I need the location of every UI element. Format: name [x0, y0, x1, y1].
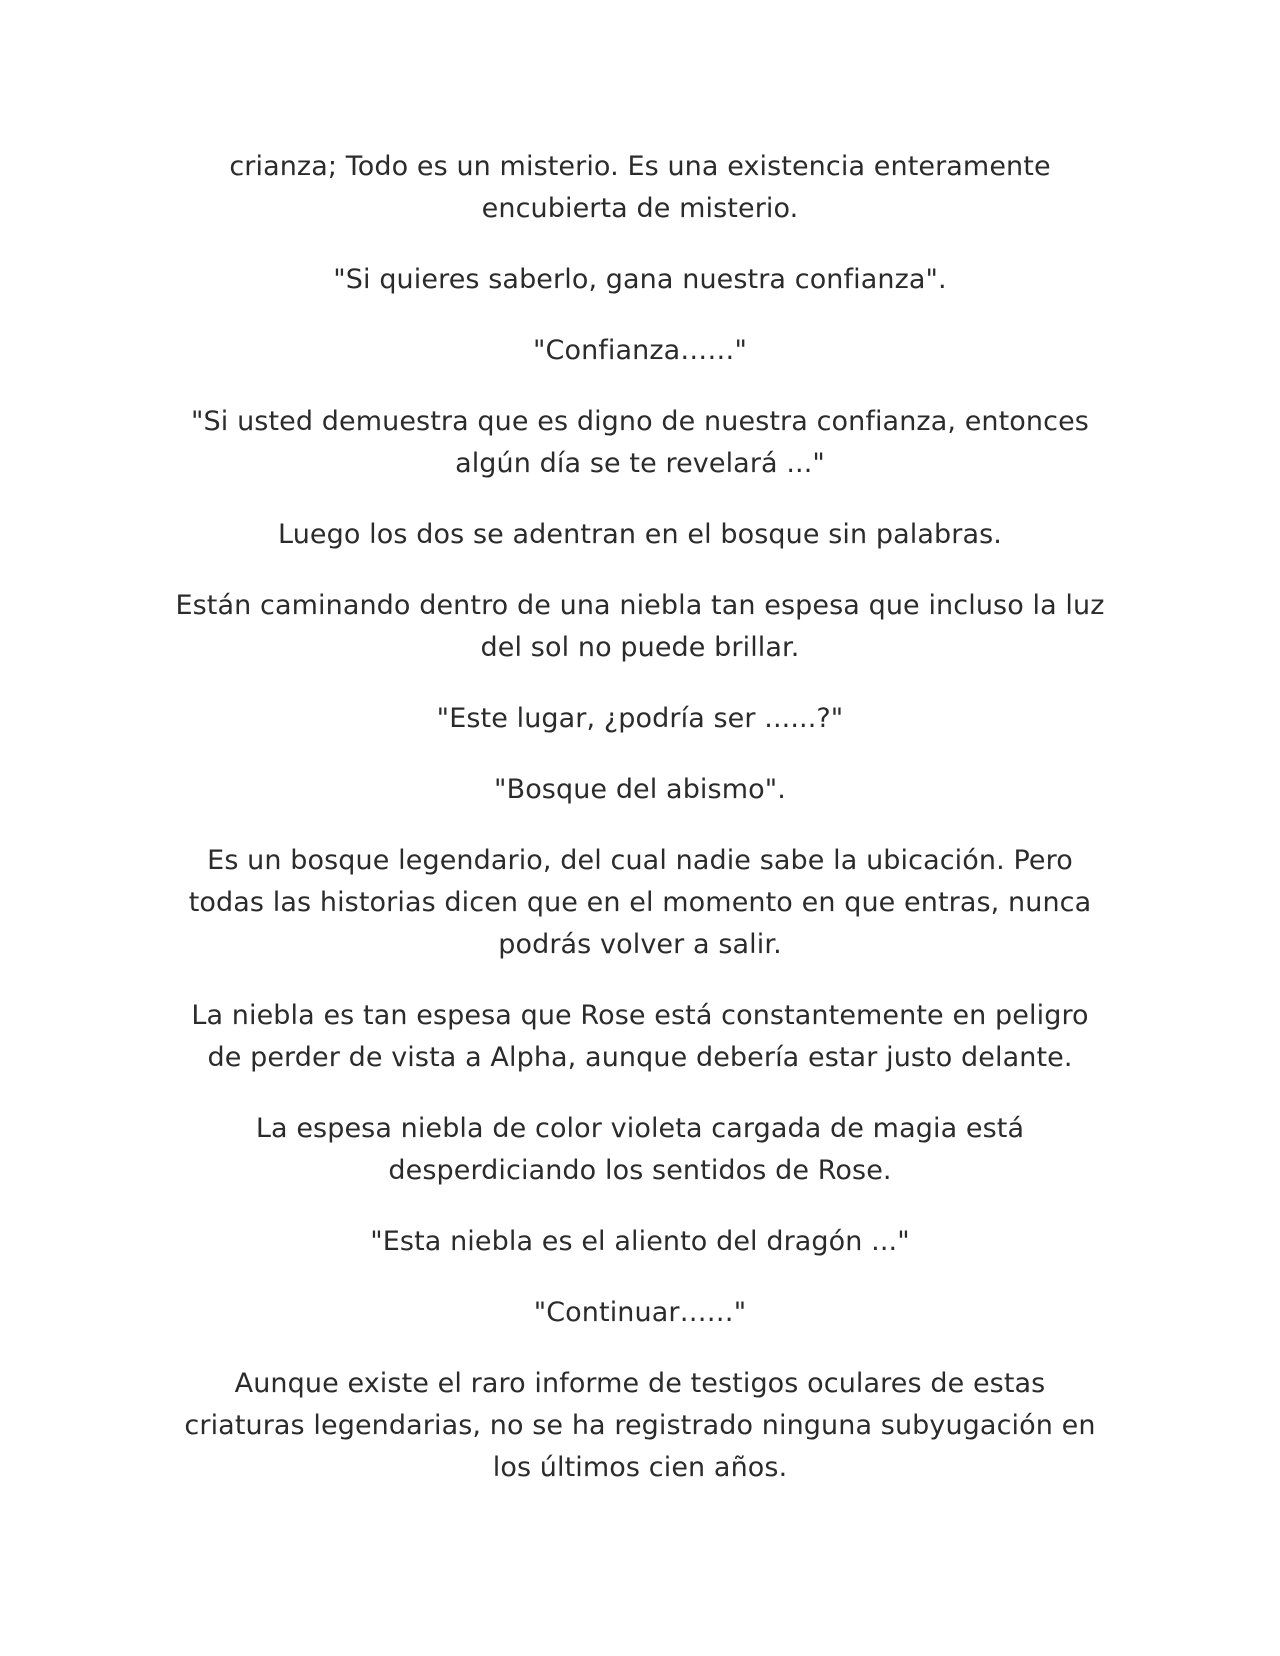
paragraph: Es un bosque legendario, del cual nadie sabe la ubicación. Pero todas las historias dicen que en el momento en que entras, nunca podrás volver a salir.	[188, 845, 1092, 960]
paragraph: Luego los dos se adentran en el bosque sin palabras.	[278, 519, 1002, 550]
paragraph: La espesa niebla de color violeta cargada de magia está desperdiciando los sentidos de Rose.	[255, 1113, 1025, 1186]
paragraph: Están caminando dentro de una niebla tan espesa que incluso la luz del sol no puede brillar.	[175, 590, 1105, 663]
paragraph: "Este lugar, ¿podría ser ......?"	[436, 703, 844, 734]
paragraph: "Continuar……"	[533, 1297, 747, 1328]
paragraph: "Bosque del abismo".	[494, 774, 786, 805]
paragraph: "Si quieres saberlo, gana nuestra confianza".	[333, 264, 947, 295]
paragraph: La niebla es tan espesa que Rose está constantemente en peligro de perder de vista a Alpha, aunque debería estar justo delante.	[191, 1000, 1089, 1073]
paragraph: "Confianza……"	[532, 335, 747, 366]
paragraph: Aunque existe el raro informe de testigos oculares de estas criaturas legendarias, no se ha registrado ninguna subyugación en los últimos cien años.	[184, 1368, 1096, 1483]
paragraph: crianza; Todo es un misterio. Es una existencia enteramente encubierta de misterio.	[229, 151, 1051, 224]
paragraph: "Si usted demuestra que es digno de nuestra confianza, entonces algún día se te revelará ..."	[191, 406, 1089, 479]
document-body	[175, 146, 1105, 1518]
paragraph: "Esta niebla es el aliento del dragón ..."	[370, 1226, 910, 1257]
